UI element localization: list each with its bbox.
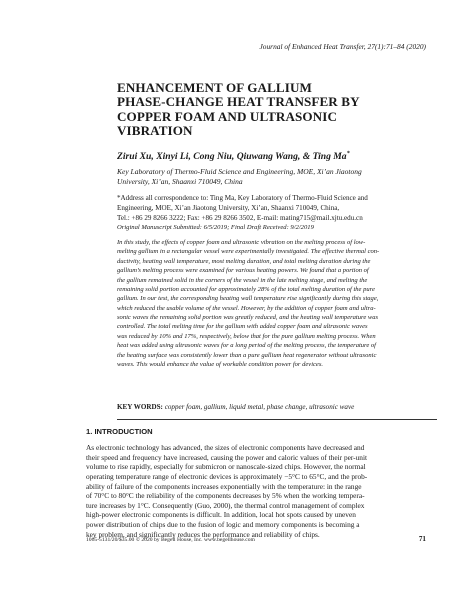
manuscript-dates: Original Manuscript Submitted: 6/5/2019; Final Draft Received: 9/2/2019 — [117, 224, 314, 231]
corresponding-author-mark: * — [346, 151, 350, 157]
title-line: COPPER FOAM AND ULTRASONIC — [117, 108, 337, 124]
abstract-line: the heating surface was consistently lower than a pure gallium heat regenerator without ultrasonic — [117, 351, 377, 359]
author-names: Zirui Xu, Xinyi Li, Cong Niu, Qiuwang Wang, & Ting Ma — [117, 151, 347, 163]
abstract-line: gallium’s melting process were examined for various heating powers. We found that a portion of — [117, 267, 369, 275]
abstract-line: ductivity, heating wall temperature, most melting duration, and total melting duration during the — [117, 257, 371, 265]
keywords-list: copper foam, gallium, liquid metal, phase change, ultrasonic wave — [164, 403, 355, 411]
abstract-line: gallium. In our test, the corresponding heating wall temperature rise significantly during this stage, — [117, 295, 379, 303]
title-line: PHASE-CHANGE HEAT TRANSFER BY — [117, 94, 360, 110]
intro-line: of 70°C to 80°C the reliability of the components decreases by 5% when the working tempera- — [86, 491, 365, 501]
abstract-line: waves. This would enhance the value of workable condition power for devices. — [117, 360, 324, 368]
abstract — [117, 238, 437, 369]
correspondence-line: *Address all correspondence to: Ting Ma, Key Laboratory of Thermo-Fluid Science and — [117, 194, 368, 202]
section-divider — [117, 419, 437, 420]
title-line: ENHANCEMENT OF GALLIUM — [117, 80, 312, 95]
correspondence-line: Engineering, MOE, Xi’an Jiaotong University, Xi’an, Shaanxi 710049, China, — [117, 203, 340, 212]
journal-header: Journal of Enhanced Heat Transfer, 27(1):71–84 (2020) — [259, 42, 426, 51]
affiliation — [117, 167, 437, 187]
intro-line: power distribution of chips due to the fusion of logic and memory components is becoming a — [86, 520, 360, 529]
correspondence-note — [117, 194, 437, 223]
introduction-body — [86, 443, 438, 539]
title-line: VIBRATION — [117, 123, 193, 139]
keywords-label: KEY WORDS: — [117, 403, 163, 411]
abstract-line: melting gallium in a rectangular vessel were experimentally investigated. The effective thermal con- — [117, 248, 380, 256]
abstract-line: remaining solid portion accounted for approximately 28% of the total melting duration of the pure — [117, 285, 375, 293]
intro-line: ture increases by 1°C. Consequently (Guo, 2000), the thermal control management of complex — [86, 500, 365, 510]
intro-line: high-power electronic components is difficult. In addition, local hot spots caused by uneven — [86, 510, 356, 520]
intro-line: ability of failure of the components increases exponentially with the temperature: in the range — [86, 481, 362, 491]
abstract-line: sonic waves the remaining solid portion was greatly reduced, and the heating wall temperature was — [117, 314, 379, 321]
abstract-line: heat was added using ultrasonic waves for a long period of the melting process, the temperature of — [117, 342, 377, 350]
intro-line: key problem, and significantly reduces the performance and reliability of chips. — [86, 529, 320, 539]
affiliation-line: University, Xi’an, Shaanxi 710049, China — [117, 177, 243, 186]
correspondence-line: Tel.: +86 29 8266 3222; Fax: +86 29 8266 3502, E-mail: mating715@mail.xjtu.edu.cn — [117, 213, 363, 222]
abstract-line: which reduced the usable volume of the vessel. However, by the addition of copper foam and ultra- — [117, 304, 376, 312]
keywords — [117, 403, 354, 411]
copyright-footer: 1065-5131/20/$35.00 © 2020 by Begell House, Inc. www.begellhouse.com — [86, 537, 255, 543]
abstract-line: was reduced by 10% and 17%, respectively, below that for the pure gallium melting process. When — [117, 332, 376, 340]
abstract-line: In this study, the effects of copper foam and ultrasonic vibration on the melting process of low- — [117, 239, 366, 246]
page-number: 71 — [418, 535, 426, 543]
intro-line: As electronic technology has advanced, the sizes of electronic components have decreased and — [86, 443, 365, 452]
abstract-line: the gallium remained solid in the corners of the vessel in the late melting stage, and melting the — [117, 276, 368, 284]
abstract-line: controlled. The total melting time for the gallium with added copper foam and ultrasonic waves — [117, 323, 368, 331]
intro-line: operating temperature range of electronic devices is approximately −5°C to 65°C, and the prob- — [86, 471, 368, 481]
affiliation-line: Key Laboratory of Thermo-Fluid Science and Engineering, MOE, Xi’an Jiaotong — [117, 167, 362, 176]
author-list — [117, 151, 350, 162]
paper-title — [117, 81, 427, 139]
intro-line: their speed and frequency have increased, causing the power and caloric values of their per-unit — [86, 452, 368, 462]
intro-line: volume to rise rapidly, especially for submicron or nanoscale-sized chips. However, the normal — [86, 462, 366, 472]
section-heading: 1. INTRODUCTION — [86, 427, 153, 436]
